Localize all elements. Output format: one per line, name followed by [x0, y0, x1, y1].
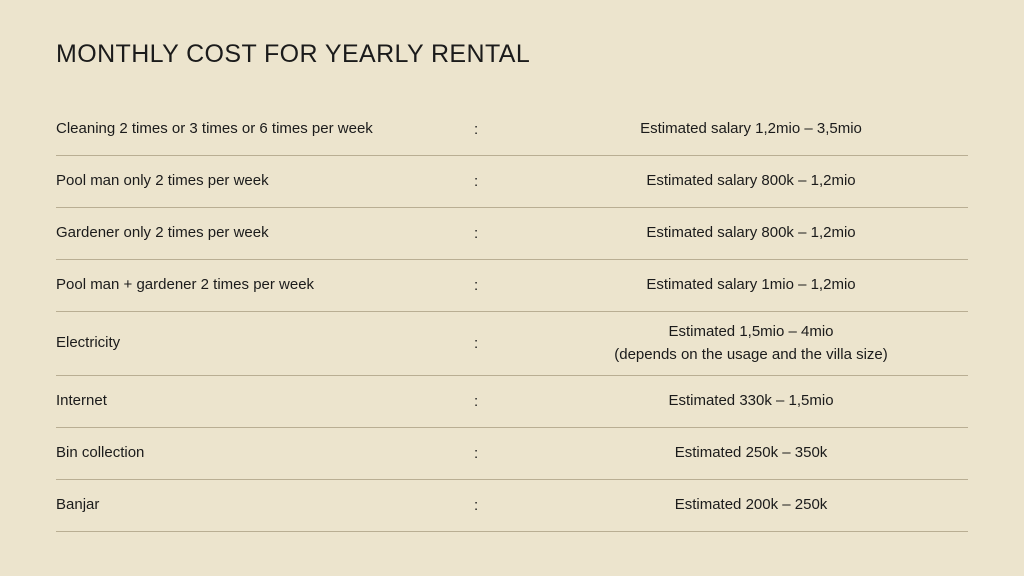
page-title: MONTHLY COST FOR YEARLY RENTAL	[56, 40, 531, 68]
row-separator: :	[474, 277, 479, 294]
table-row	[56, 376, 968, 428]
row-value	[534, 164, 968, 199]
row-label: Pool man only 2 times per week	[56, 172, 269, 190]
row-separator: :	[474, 393, 479, 410]
row-value-main: Estimated 200k – 250k	[674, 496, 828, 514]
table-row	[56, 208, 968, 260]
row-separator: :	[474, 445, 479, 462]
table-row	[56, 104, 968, 156]
row-label: Electricity	[56, 334, 121, 352]
row-value	[534, 112, 968, 147]
row-separator: :	[474, 497, 479, 514]
row-value	[534, 384, 968, 419]
row-value	[534, 315, 968, 372]
cost-table	[56, 104, 968, 532]
row-label: Banjar	[56, 496, 100, 514]
row-label: Bin collection	[56, 444, 145, 462]
row-value-main: Estimated 250k – 350k	[674, 444, 828, 462]
row-label: Cleaning 2 times or 3 times or 6 times per week	[56, 120, 373, 138]
row-separator: :	[474, 225, 479, 242]
row-value-main: Estimated salary 800k – 1,2mio	[646, 224, 856, 242]
row-value	[534, 216, 968, 251]
row-separator: :	[474, 335, 479, 352]
row-label: Internet	[56, 392, 107, 410]
row-value	[534, 268, 968, 303]
table-row	[56, 156, 968, 208]
row-separator: :	[474, 173, 479, 190]
row-value-main: Estimated salary 1mio – 1,2mio	[646, 276, 856, 294]
row-label: Gardener only 2 times per week	[56, 224, 269, 242]
table-row	[56, 428, 968, 480]
row-value	[534, 436, 968, 471]
row-value-main: Estimated salary 1,2mio – 3,5mio	[640, 120, 862, 138]
row-value	[534, 488, 968, 523]
row-value-main: Estimated 330k – 1,5mio	[668, 392, 834, 410]
row-separator: :	[474, 121, 479, 138]
row-value-note: (depends on the usage and the villa size)	[614, 345, 888, 363]
row-value-main: Estimated 1,5mio – 4mio	[668, 323, 834, 340]
table-row	[56, 312, 968, 376]
table-row	[56, 480, 968, 532]
table-row	[56, 260, 968, 312]
row-label: Pool man + gardener 2 times per week	[56, 276, 315, 294]
row-value-main: Estimated salary 800k – 1,2mio	[646, 172, 856, 190]
